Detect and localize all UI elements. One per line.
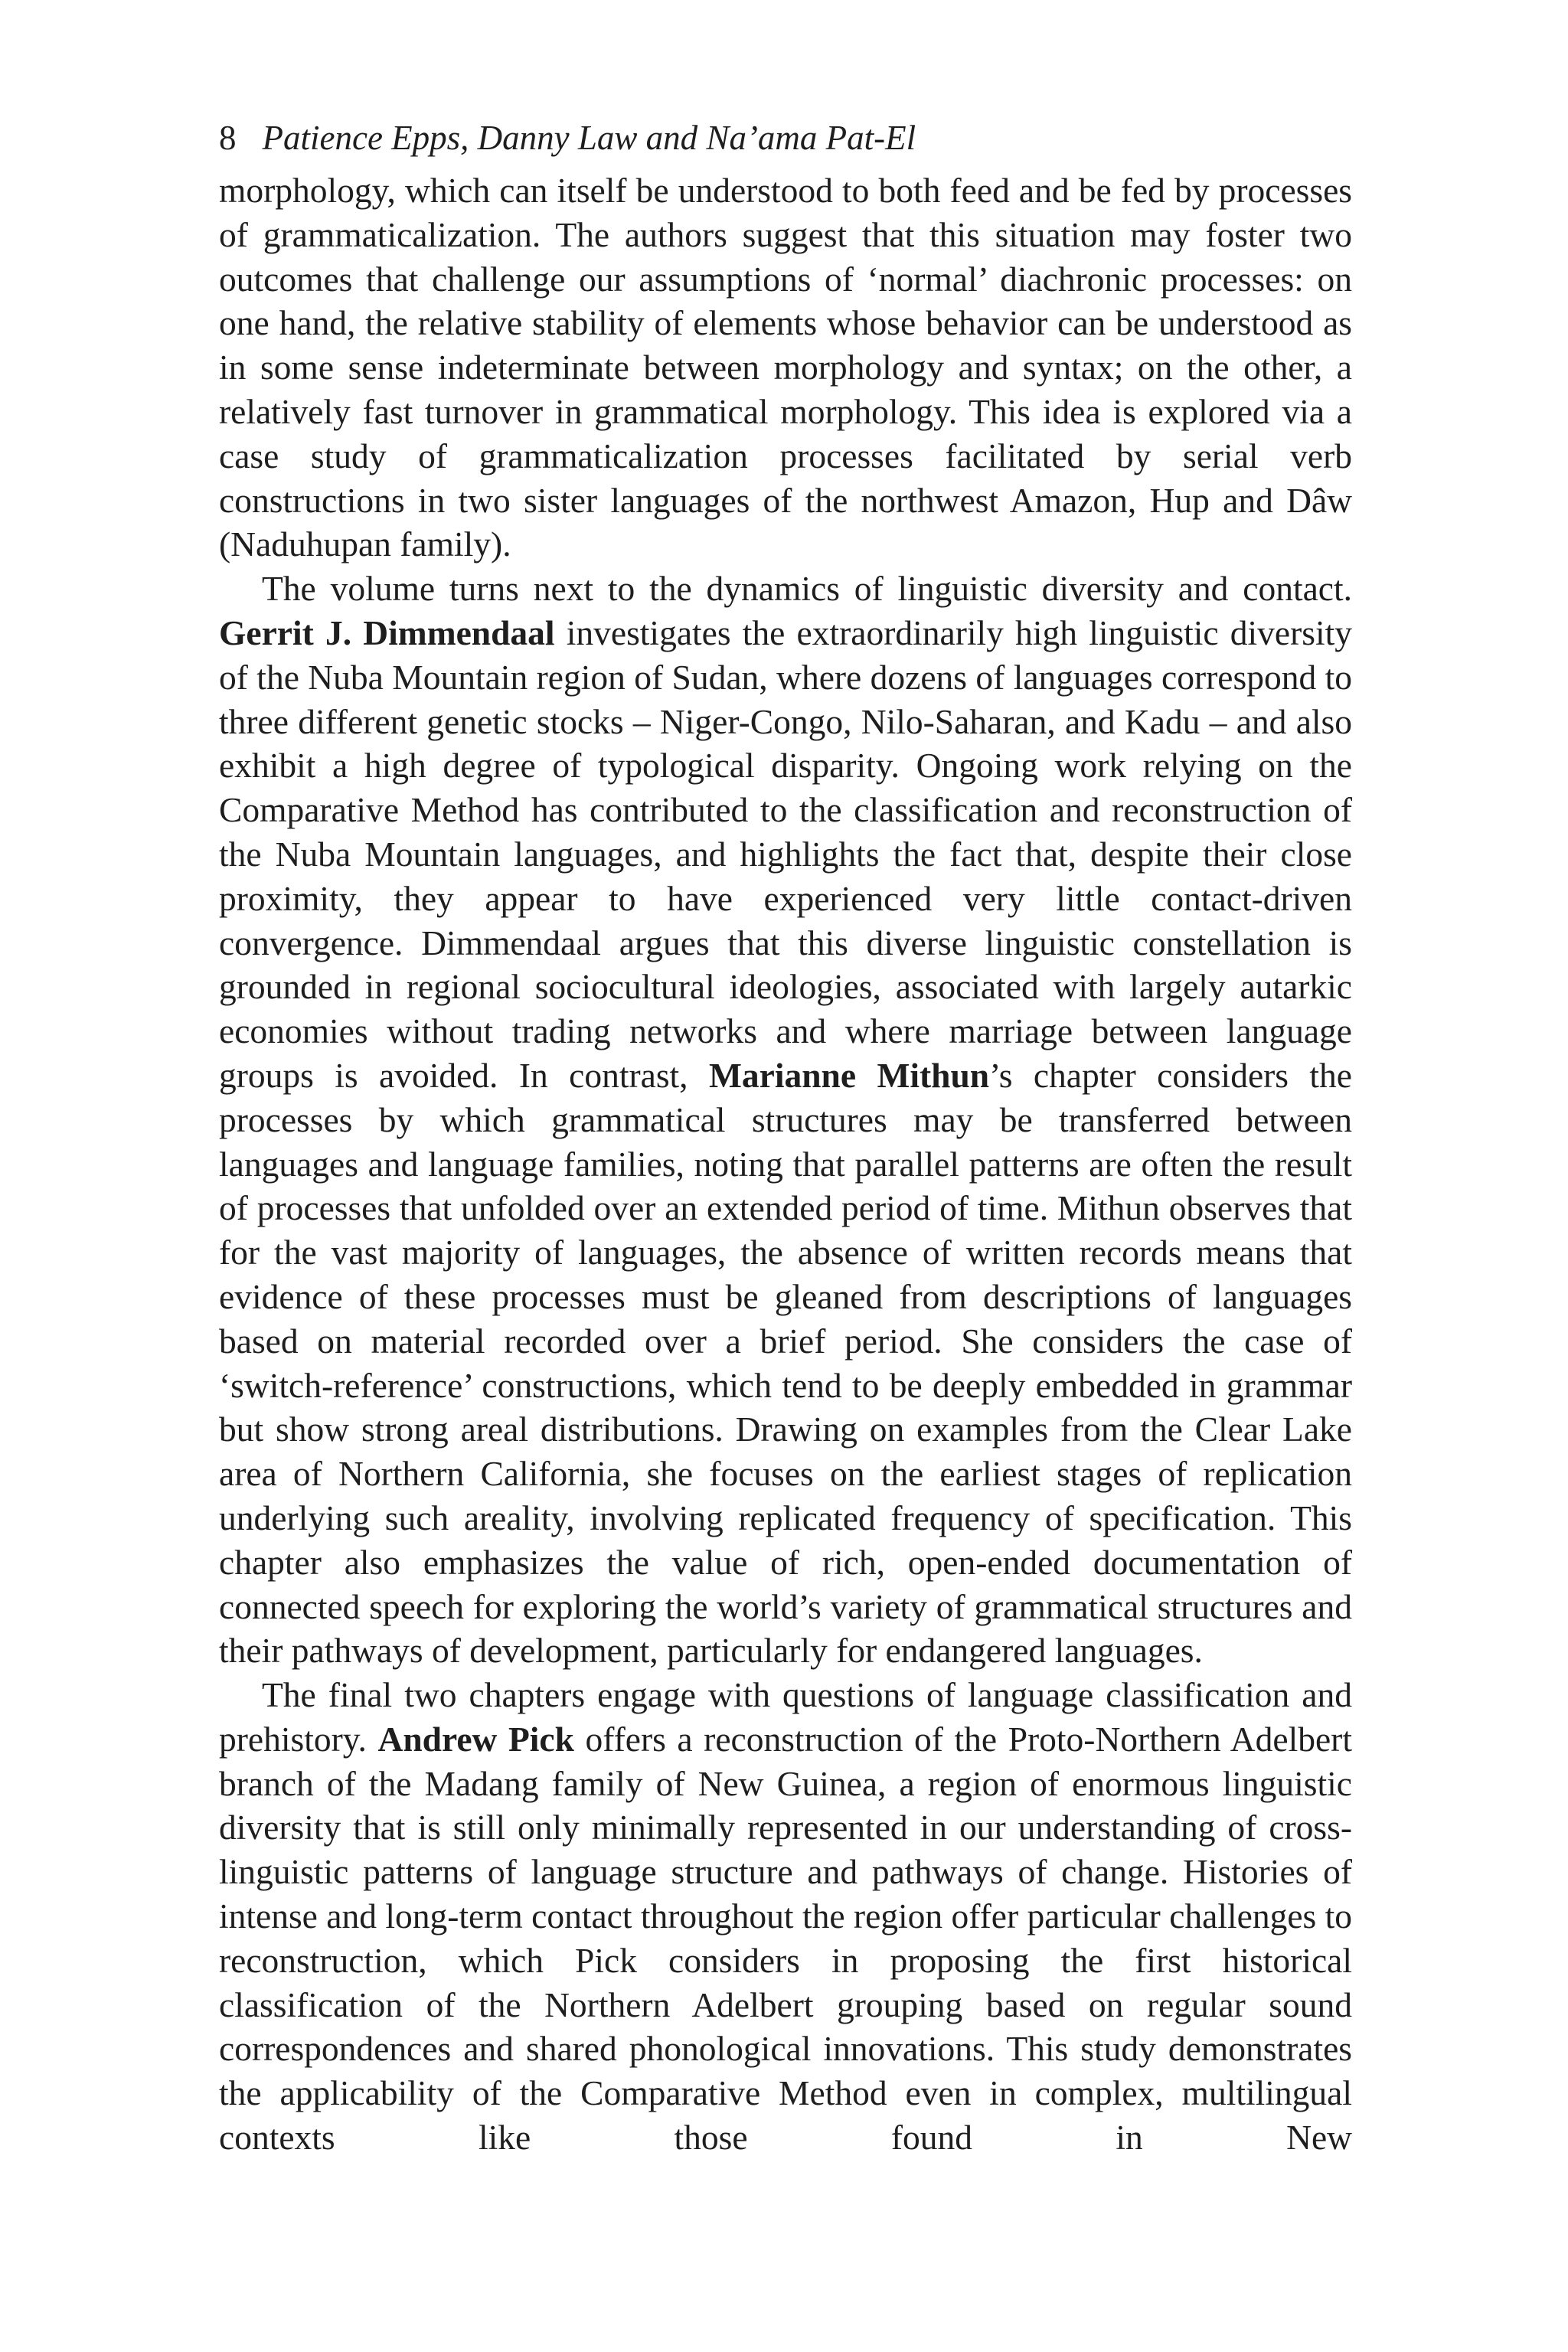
author-name-dimmendaal: Gerrit J. Dimmendaal — [219, 612, 555, 652]
page-number: 8 — [219, 119, 237, 157]
running-title: Patience Epps, Danny Law and Na’ama Pat-El — [262, 119, 916, 157]
author-name-pick: Andrew Pick — [377, 1719, 574, 1759]
paragraph-text: The volume turns next to the dynamics of linguistic diversity and contact. — [262, 569, 1352, 609]
paragraph-text: offers a reconstruction of the Proto-Northern Adelbert branch of the Madang family of New Guinea, a region of enormous linguistic diversity that is still only minimally represented in our understanding of cross-linguistic patterns of language structure and pathways of change. Histories of intense and long-term contact throughout the region offer particular challenges to reconstruction, which Pick considers in proposing the first historical classification of the Northern Adelbert grouping based on regular sound correspondences and shared phonological innovations. This study demonstrates the applicability of the Comparative Method even in complex, multilingual contexts like those found in New — [219, 1719, 1352, 2158]
body-text — [219, 168, 1352, 2160]
paragraph-text: investigates the extraordinarily high linguistic diversity of the Nuba Mountain region of Sudan, where dozens of languages correspond to three different genetic stocks – Niger-Congo, Nilo-Saharan, and Kadu – and also exhibit a high degree of typological disparity. Ongoing work relying on the Comparative Method has contributed to the classification and reconstruction of the Nuba Mountain languages, and highlights the fact that, despite their close proximity, they appear to have experienced very little contact-driven convergence. Dimmendaal argues that this diverse linguistic constellation is grounded in regional sociocultural ideologies, associated with largely autarkic economies without trading networks and where marriage between language groups is avoided. In contrast, — [219, 612, 1352, 1095]
paragraph-2 — [219, 567, 1352, 1673]
running-head — [219, 115, 1352, 164]
paragraph-text: morphology, which can itself be understood to both feed and be fed by processes of grammaticalization. The authors suggest that this situation may foster two outcomes that challenge our assumptions of ‘normal’ diachronic processes: on one hand, the relative stability of elements whose behavior can be understood as in some sense indeterminate between morphology and syntax; on the other, a relatively fast turnover in grammatical morphology. This idea is explored via a case study of grammaticalization processes facilitated by serial verb constructions in two sister languages of the northwest Amazon, Hup and Dâw (Naduhupan family). — [219, 171, 1352, 564]
paragraph-1 — [219, 168, 1352, 567]
paragraph-3 — [219, 1673, 1352, 2160]
paragraph-text: The final two chapters engage with questions of language classification and prehistory. — [219, 1675, 1352, 1759]
paragraph-text: ’s chapter considers the processes by which grammatical structures may be transferred between languages and language families, noting that parallel patterns are often the result of processes that unfolded over an extended period of time. Mithun observes that for the vast majority of languages, the absence of written records means that evidence of these processes must be gleaned from descriptions of languages based on material recorded over a brief period. She considers the case of ‘switch-reference’ constructions, which tend to be deeply embedded in grammar but show strong areal distributions. Drawing on examples from the Clear Lake area of Northern California, she focuses on the earliest stages of replication underlying such areality, involving replicated frequency of specification. This chapter also emphasizes the value of rich, open-ended documentation of connected speech for exploring the world’s variety of grammatical structures and their pathways of development, particularly for endangered languages. — [219, 1055, 1352, 1671]
book-page — [219, 115, 1352, 2160]
author-name-mithun: Marianne Mithun — [708, 1055, 990, 1095]
